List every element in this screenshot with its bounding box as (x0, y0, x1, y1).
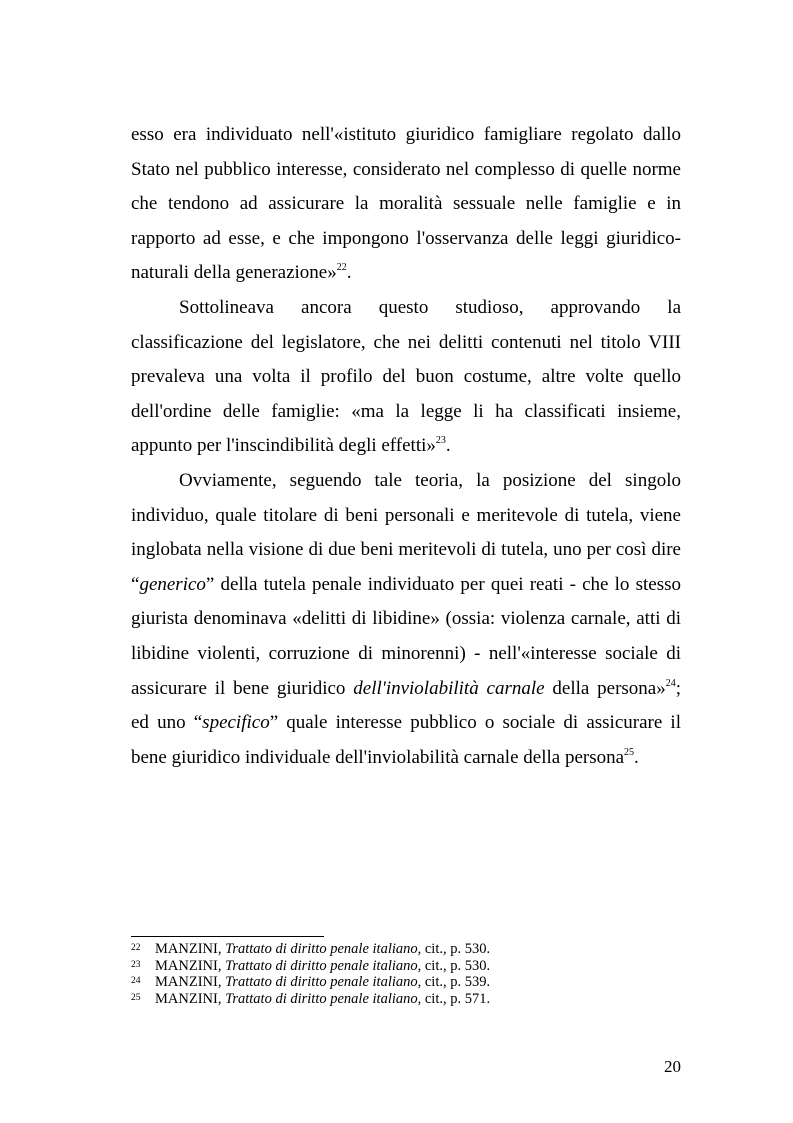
footnote-citation: , cit., p. 571. (417, 990, 491, 1007)
paragraph (131, 291, 681, 464)
footnote-number: 25 (131, 992, 141, 1003)
paragraph-text: . (634, 746, 639, 768)
footnote (131, 974, 681, 991)
footnote-title: Trattato di diritto penale italiano (225, 974, 418, 991)
footnote (131, 958, 681, 975)
footnote-author: MANZINI, (155, 974, 226, 991)
paragraph-text: della persona» (544, 677, 666, 699)
footnote-number: 23 (131, 959, 141, 970)
body-text (131, 118, 681, 775)
paragraph (131, 118, 681, 291)
footnote-ref: 25 (624, 746, 635, 758)
footnote-author: MANZINI, (155, 941, 226, 957)
footnotes (131, 941, 681, 1007)
paragraph-text: ” della tutela penale individuato per quei reati - che lo stesso giurista denominava «delitti di libidine» (ossia: violenza carnale, atti di libidine violenti, corruzione di minorenni) - nell'«interesse sociale di assicurare il bene giuridico (131, 573, 681, 699)
paragraph-text: esso era individuato nell'«istituto giuridico famigliare regolato dallo Stato nel pubblico interesse, considerato nel complesso di quelle norme che tendono ad assicurare la moralità sessuale nelle famiglie e in rapporto ad esse, e che impongono l'osservanza delle leggi giuridico-naturali della generazione» (131, 124, 681, 284)
footnote-ref: 23 (435, 435, 446, 447)
paragraph-text: . (445, 435, 451, 457)
paragraph (131, 464, 681, 775)
footnote (131, 991, 681, 1008)
italic-text: specifico (202, 712, 270, 734)
footnote-citation: , cit., p. 530. (417, 957, 491, 974)
italic-text: generico (139, 573, 206, 595)
footnote-author: MANZINI, (155, 990, 226, 1007)
footnote-number: 22 (131, 943, 141, 953)
footnote-separator (131, 936, 324, 937)
footnote-citation: , cit., p. 539. (417, 974, 491, 991)
paragraph-text: Sottolineava ancora questo studioso, approvando la classificazione del legislatore, che nei delitti contenuti nel titolo VIII prevaleva una volta il profilo del buon costume, altre volte quello dell'ordine delle famiglie: «ma la legge li ha classificati insieme, appunto per l'inscindibilità degli effetti» (131, 296, 681, 457)
footnote-ref: 22 (336, 262, 347, 274)
paragraph-text: ; ed uno “ (131, 677, 682, 734)
paragraph-text: ” quale interesse pubblico o sociale di assicurare il bene giuridico individuale dell'inviolabilità carnale della persona (131, 712, 681, 768)
paragraph-text: . (346, 262, 352, 284)
footnote-ref: 24 (665, 677, 676, 689)
footnote-title: Trattato di diritto penale italiano (225, 990, 418, 1007)
page-number: 20 (664, 1057, 681, 1076)
footnote-author: MANZINI, (155, 957, 226, 974)
paragraph-text: Ovviamente, seguendo tale teoria, la posizione del singolo individuo, quale titolare di beni personali e meritevole di tutela, viene inglobata nella visione di due beni meritevoli di tutela, uno per così dire “ (131, 469, 681, 595)
footnote-number: 24 (131, 976, 141, 987)
footnote-title: Trattato di diritto penale italiano (225, 941, 418, 957)
footnote (131, 941, 681, 958)
italic-text: dell'inviolabilità carnale (353, 677, 545, 699)
footnote-citation: , cit., p. 530. (417, 941, 491, 957)
footnote-title: Trattato di diritto penale italiano (225, 957, 418, 974)
